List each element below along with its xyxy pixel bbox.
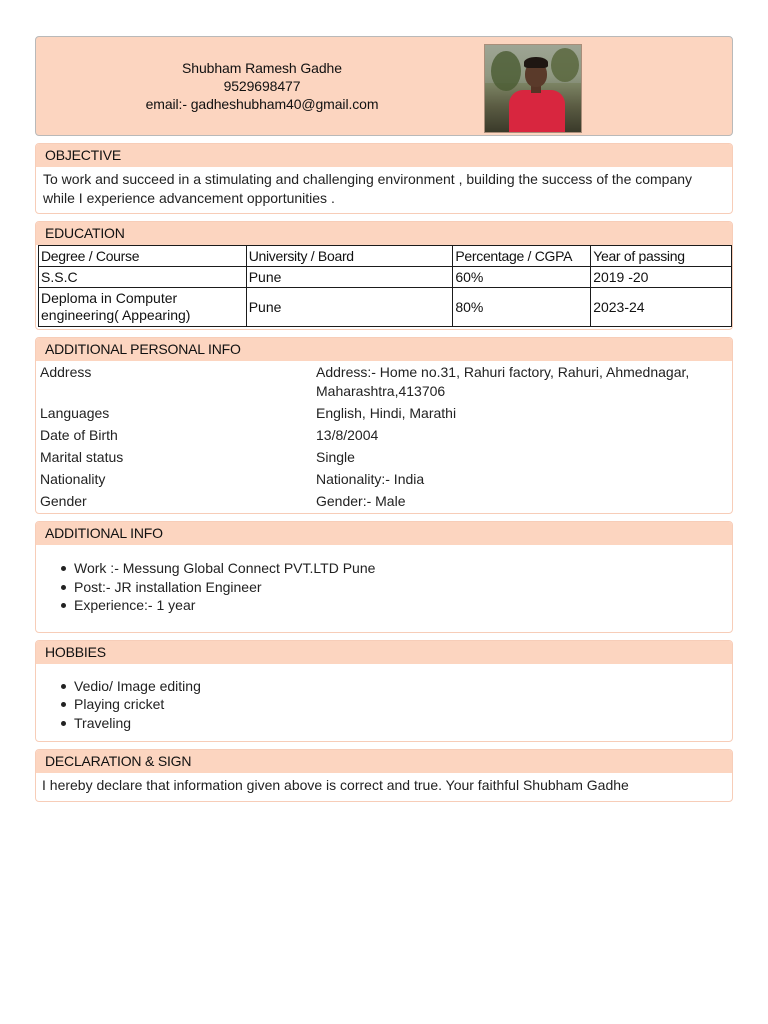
additional-info-list [36, 559, 732, 615]
info-value: Gender:- Male [316, 492, 406, 509]
list-item: Playing cricket [74, 695, 732, 714]
resume-header [35, 36, 733, 136]
info-row [36, 404, 732, 423]
objective-text: To work and succeed in a stimulating and challenging environment , building the success of the company while I experience advancement opportunities . [43, 171, 693, 206]
personal-info-list [36, 361, 732, 513]
info-value: English, Hindi, Marathi [316, 404, 457, 421]
list-item: Experience:- 1 year [74, 596, 732, 615]
column-header: Percentage / CGPA [453, 246, 591, 267]
info-label: Languages [40, 404, 110, 421]
profile-photo [484, 44, 582, 133]
info-value: Nationality:- India [316, 470, 425, 487]
info-row [36, 470, 732, 489]
list-item: Vedio/ Image editing [74, 677, 732, 696]
declaration-text: I hereby declare that information given above is correct and true. Your faithful Shubham Gadhe [42, 777, 629, 793]
section-title: EDUCATION [36, 222, 732, 245]
table-cell: 2019 -20 [591, 267, 732, 288]
info-row [36, 426, 732, 445]
table-cell: Pune [246, 288, 453, 327]
email-address: email:- gadheshubham40@gmail.com [145, 96, 379, 112]
info-label: Address [40, 364, 92, 380]
declaration-section [35, 749, 733, 802]
candidate-name: Shubham Ramesh Gadhe [182, 60, 342, 76]
section-title: HOBBIES [36, 641, 732, 664]
hobbies-section [35, 640, 733, 743]
objective-section [35, 143, 733, 214]
info-value: Address:- Home no.31, Rahuri factory, Rahuri, Ahmednagar, Maharashtra,413706 [316, 364, 690, 399]
table-cell: 60% [453, 267, 591, 288]
info-label: Gender [40, 492, 87, 509]
section-title: OBJECTIVE [36, 144, 732, 167]
contact-block [36, 59, 488, 113]
list-item: Work :- Messung Global Connect PVT.LTD Pune [74, 559, 732, 578]
info-label: Marital status [40, 448, 124, 465]
section-title: DECLARATION & SIGN [36, 750, 732, 773]
table-cell: 2023-24 [591, 288, 732, 327]
table-row [39, 267, 732, 288]
table-cell: 80% [453, 288, 591, 327]
phone-number: 9529698477 [223, 78, 301, 94]
table-header-row [39, 246, 732, 267]
info-label: Date of Birth [40, 426, 118, 443]
section-title: ADDITIONAL PERSONAL INFO [36, 338, 732, 361]
education-table [38, 245, 732, 327]
column-header: Year of passing [591, 246, 732, 267]
list-item: Post:- JR installation Engineer [74, 578, 732, 597]
hobbies-body [36, 664, 732, 742]
personal-info-section [35, 337, 733, 514]
info-value: Single [316, 448, 355, 465]
table-cell: Deploma in Computer engineering( Appearing) [39, 288, 247, 327]
info-row [36, 492, 732, 511]
resume-page [35, 36, 733, 802]
info-label: Nationality [40, 470, 106, 487]
info-row [36, 448, 732, 467]
education-section [35, 221, 733, 330]
additional-info-body [36, 545, 732, 632]
table-cell: Pune [246, 267, 453, 288]
table-row [39, 288, 732, 327]
list-item: Traveling [74, 714, 732, 733]
column-header: Degree / Course [39, 246, 247, 267]
info-row [36, 363, 732, 400]
table-cell: S.S.C [39, 267, 247, 288]
section-title: ADDITIONAL INFO [36, 522, 732, 545]
hobbies-list [36, 677, 732, 733]
column-header: University / Board [246, 246, 453, 267]
info-value: 13/8/2004 [316, 426, 379, 443]
additional-info-section [35, 521, 733, 633]
